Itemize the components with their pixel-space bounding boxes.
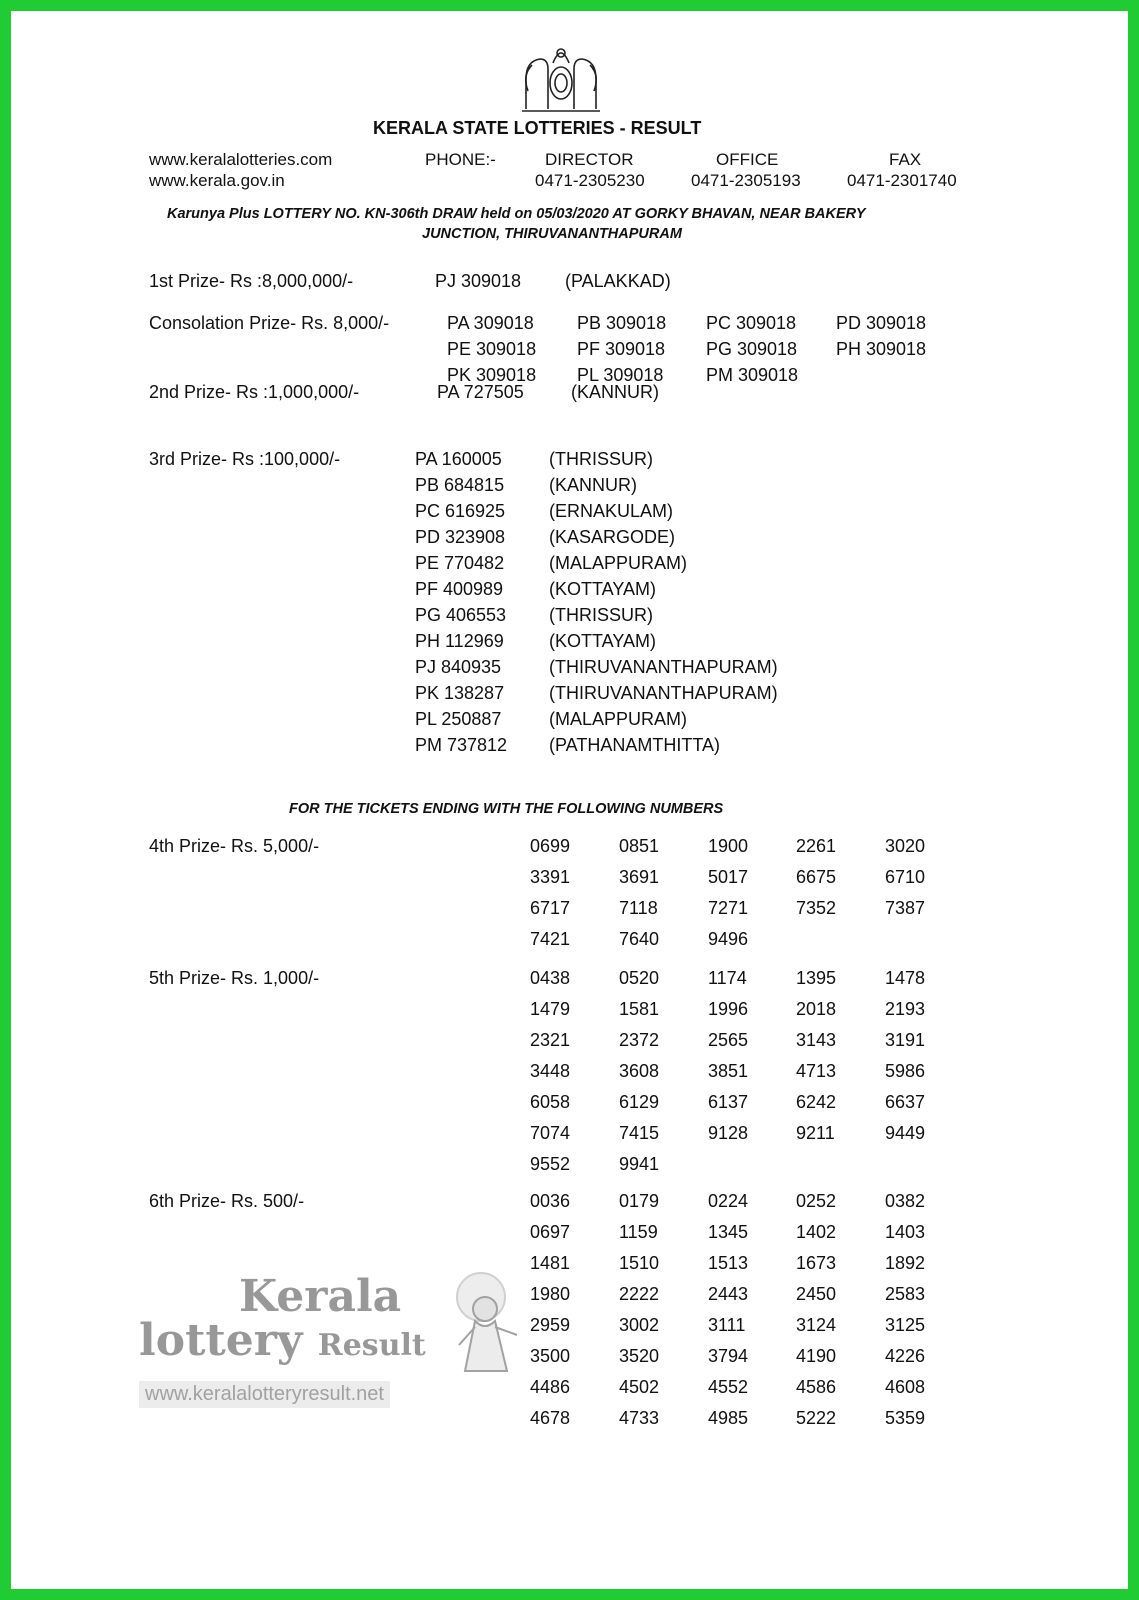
third-prize-ticket: PG 406553 [415,605,507,625]
fifth-prize-label: 5th Prize- Rs. 1,000/- [149,968,320,988]
first-prize-ticket: PJ 309018 [435,271,522,291]
consolation-ticket: PL 309018 [577,365,664,385]
consolation-ticket: PH 309018 [836,339,927,359]
ending-number: 0036 [530,1191,571,1211]
ending-number: 0851 [619,836,660,856]
third-prize-ticket: PK 138287 [415,683,505,703]
ending-number: 4713 [796,1061,837,1081]
ending-number: 0697 [530,1222,571,1242]
ending-number: 7352 [796,898,837,918]
consolation-ticket: PD 309018 [836,313,927,333]
ending-number: 3020 [885,836,926,856]
ending-number: 4226 [885,1346,926,1366]
ending-number: 6137 [708,1092,749,1112]
watermark-word-result: Result [317,1328,426,1363]
third-prize-ticket: PJ 840935 [415,657,502,677]
third-prize-place: (KOTTAYAM) [549,579,656,599]
third-prize-place: (KOTTAYAM) [549,631,656,651]
ending-number: 4586 [796,1377,837,1397]
ending-number: 7074 [530,1123,571,1143]
ending-number: 9449 [885,1123,926,1143]
ending-number: 0179 [619,1191,660,1211]
watermark-line-2 [139,1315,426,1366]
ending-number: 2443 [708,1284,749,1304]
ending-number: 3500 [530,1346,571,1366]
ending-number: 7415 [619,1123,660,1143]
ending-number: 6129 [619,1092,660,1112]
ending-number: 9552 [530,1154,571,1174]
ending-number: 4552 [708,1377,749,1397]
website-link-1[interactable]: www.keralalotteries.com [149,150,333,169]
ending-number: 5986 [885,1061,926,1081]
ending-number: 7421 [530,929,571,949]
watermark-word-lottery: lottery [139,1315,303,1366]
ending-number: 9128 [708,1123,749,1143]
ending-number: 6637 [885,1092,926,1112]
third-prize-place: (THIRUVANANTHAPURAM) [549,657,778,677]
phone-label: PHONE:- [425,150,496,169]
ending-number: 3143 [796,1030,837,1050]
ending-number: 6675 [796,867,837,887]
ending-number: 2193 [885,999,926,1019]
ending-number: 2261 [796,836,837,856]
ending-number: 1478 [885,968,926,988]
ending-number: 6242 [796,1092,837,1112]
mascot-icon [451,1271,523,1381]
ending-number: 2583 [885,1284,926,1304]
ending-number: 1673 [796,1253,837,1273]
ending-number: 1403 [885,1222,926,1242]
director-label: DIRECTOR [545,150,634,169]
ending-number: 1892 [885,1253,926,1273]
website-link-2[interactable]: www.kerala.gov.in [149,171,285,190]
third-prize-place: (ERNAKULAM) [549,501,674,521]
ending-number: 0520 [619,968,660,988]
draw-info-line-2: JUNCTION, THIRUVANANTHAPURAM [422,226,682,242]
ending-number: 5017 [708,867,749,887]
third-prize-place: (KASARGODE) [549,527,676,547]
fax-number: 0471-2301740 [847,171,957,190]
third-prize-ticket: PB 684815 [415,475,505,495]
watermark-logo [139,1271,529,1421]
ending-number: 3448 [530,1061,571,1081]
ending-number: 2450 [796,1284,837,1304]
ending-number: 7271 [708,898,749,918]
ending-number: 9496 [708,929,749,949]
ending-number: 1395 [796,968,837,988]
third-prize-place: (KANNUR) [549,475,637,495]
third-prize-ticket: PL 250887 [415,709,502,729]
ending-number: 0699 [530,836,571,856]
ending-number: 9941 [619,1154,660,1174]
ending-number: 1345 [708,1222,749,1242]
fourth-prize-label: 4th Prize- Rs. 5,000/- [149,836,320,856]
fax-label: FAX [889,150,922,169]
watermark-line-1: Kerala [239,1271,402,1322]
ending-number: 2372 [619,1030,660,1050]
ending-number: 0438 [530,968,571,988]
ending-number: 3124 [796,1315,837,1335]
third-prize-place: (PATHANAMTHITTA) [549,735,720,755]
consolation-ticket: PF 309018 [577,339,666,359]
ending-number: 7118 [619,898,658,918]
consolation-ticket: PK 309018 [447,365,537,385]
first-prize-place: (PALAKKAD) [565,271,671,291]
third-prize-ticket: PA 160005 [415,449,502,469]
ending-number: 4678 [530,1408,571,1428]
ending-number: 2222 [619,1284,660,1304]
ending-number: 3608 [619,1061,660,1081]
ending-number: 3391 [530,867,571,887]
ending-number: 6717 [530,898,571,918]
ending-number: 4608 [885,1377,926,1397]
office-label: OFFICE [716,150,779,169]
ending-number: 3794 [708,1346,749,1366]
ending-number: 9211 [796,1123,835,1143]
ending-number: 3520 [619,1346,660,1366]
third-prize-ticket: PE 770482 [415,553,505,573]
page-title: KERALA STATE LOTTERIES - RESULT [373,118,702,138]
ending-number: 7640 [619,929,660,949]
third-prize-place: (MALAPPURAM) [549,553,688,573]
ending-number: 3691 [619,867,660,887]
consolation-ticket: PA 309018 [447,313,534,333]
second-prize-ticket: PA 727505 [437,382,524,402]
ending-number: 4985 [708,1408,749,1428]
ending-number: 0252 [796,1191,837,1211]
third-prize-label: 3rd Prize- Rs :100,000/- [149,449,341,469]
ending-number: 6058 [530,1092,571,1112]
third-prize-ticket: PD 323908 [415,527,506,547]
ending-number: 0224 [708,1191,749,1211]
ending-number: 4733 [619,1408,660,1428]
ending-number: 1159 [619,1222,658,1242]
ending-number: 2565 [708,1030,749,1050]
ending-number: 3191 [885,1030,926,1050]
second-prize-label: 2nd Prize- Rs :1,000,000/- [149,382,360,402]
ending-number: 1481 [530,1253,571,1273]
consolation-ticket: PE 309018 [447,339,537,359]
third-prize-place: (THRISSUR) [549,449,653,469]
ending-number: 1174 [708,968,747,988]
ending-number: 3002 [619,1315,660,1335]
second-prize-place: (KANNUR) [571,382,659,402]
ending-number: 1996 [708,999,749,1019]
ending-number: 2321 [530,1030,571,1050]
ending-number: 0382 [885,1191,926,1211]
consolation-prize-label: Consolation Prize- Rs. 8,000/- [149,313,390,333]
third-prize-place: (THIRUVANANTHAPURAM) [549,683,778,703]
ending-number: 3111 [708,1315,746,1335]
ending-number: 3125 [885,1315,926,1335]
first-prize-label: 1st Prize- Rs :8,000,000/- [149,271,354,291]
ending-number: 1402 [796,1222,837,1242]
ending-number: 7387 [885,898,926,918]
ending-number: 2018 [796,999,837,1019]
office-number: 0471-2305193 [691,171,801,190]
third-prize-ticket: PF 400989 [415,579,504,599]
ending-number: 1479 [530,999,571,1019]
director-number: 0471-2305230 [535,171,645,190]
third-prize-ticket: PH 112969 [415,631,504,651]
third-prize-place: (MALAPPURAM) [549,709,688,729]
third-prize-ticket: PC 616925 [415,501,506,521]
consolation-ticket: PM 309018 [706,365,799,385]
third-prize-ticket: PM 737812 [415,735,508,755]
consolation-ticket: PG 309018 [706,339,798,359]
ending-number: 1900 [708,836,749,856]
ending-number: 1980 [530,1284,571,1304]
sixth-prize-label: 6th Prize- Rs. 500/- [149,1191,305,1211]
endings-heading: FOR THE TICKETS ENDING WITH THE FOLLOWING NUMBERS [289,801,724,817]
ending-number: 1513 [708,1253,749,1273]
ending-number: 1581 [619,999,660,1019]
ending-number: 6710 [885,867,926,887]
consolation-ticket: PC 309018 [706,313,797,333]
ending-number: 2959 [530,1315,571,1335]
watermark-url: www.keralalotteryresult.net [139,1381,390,1408]
ending-number: 4486 [530,1377,571,1397]
kerala-emblem-icon [518,39,604,115]
ending-number: 4502 [619,1377,660,1397]
draw-info-line-1: Karunya Plus LOTTERY NO. KN-306th DRAW held on 05/03/2020 AT GORKY BHAVAN, NEAR BAKERY [167,206,866,222]
ending-number: 4190 [796,1346,837,1366]
ending-number: 5359 [885,1408,926,1428]
ending-number: 5222 [796,1408,837,1428]
ending-number: 1510 [619,1253,660,1273]
consolation-ticket: PB 309018 [577,313,667,333]
third-prize-place: (THRISSUR) [549,605,653,625]
ending-number: 3851 [708,1061,749,1081]
